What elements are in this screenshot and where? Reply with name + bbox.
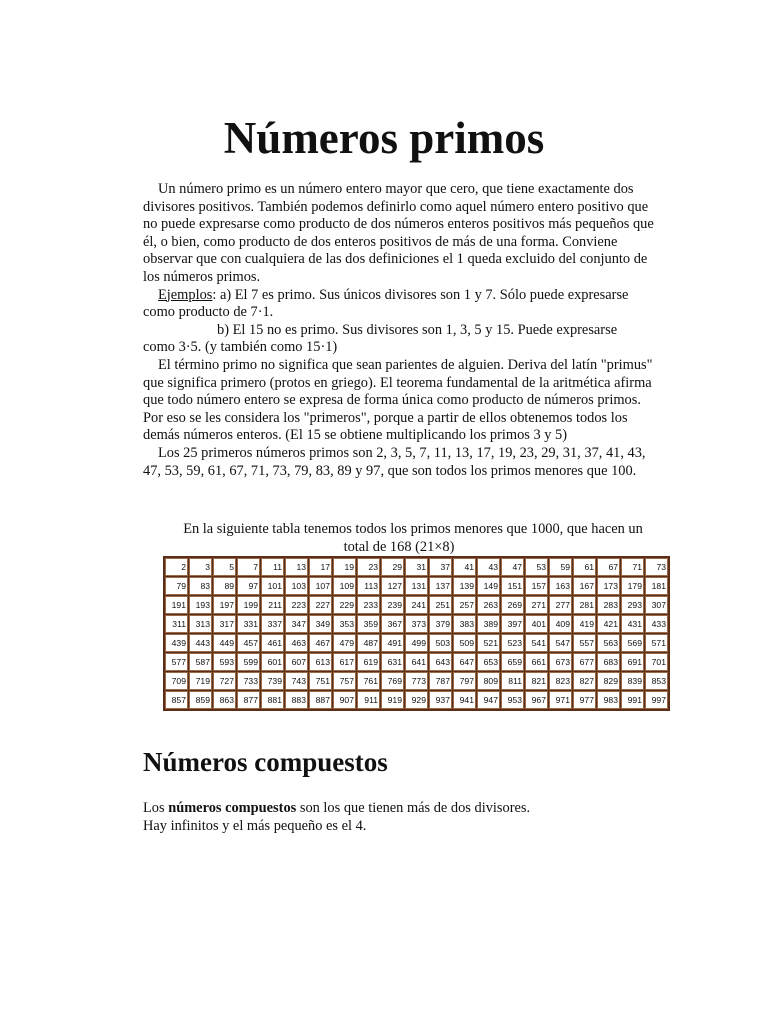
table-cell: 937 xyxy=(429,691,452,709)
table-cell: 443 xyxy=(189,634,212,652)
table-cell: 487 xyxy=(357,634,380,652)
table-cell: 311 xyxy=(165,615,188,633)
table-cell: 229 xyxy=(333,596,356,614)
example-a-paragraph xyxy=(143,287,655,322)
table-cell: 347 xyxy=(285,615,308,633)
table-cell: 997 xyxy=(645,691,668,709)
table-cell: 683 xyxy=(597,653,620,671)
table-cell: 863 xyxy=(213,691,236,709)
table-cell: 397 xyxy=(501,615,524,633)
table-cell: 751 xyxy=(309,672,332,690)
table-cell: 853 xyxy=(645,672,668,690)
table-cell: 601 xyxy=(261,653,284,671)
table-cell: 409 xyxy=(549,615,572,633)
table-cell: 211 xyxy=(261,596,284,614)
table-cell: 349 xyxy=(309,615,332,633)
table-cell: 773 xyxy=(405,672,428,690)
table-caption xyxy=(143,521,655,556)
first-primes-paragraph: Los 25 primeros números primos son 2, 3, 5, 7, 11, 13, 17, 19, 23, 29, 31, 37, 41, 43, 47, 53, 59, 61, 67, 71, 73, 79, 83, 89 y 97, que son todos los primos menores que 100. xyxy=(143,444,646,479)
table-cell: 557 xyxy=(573,634,596,652)
table-cell: 43 xyxy=(477,558,500,576)
table-cell: 859 xyxy=(189,691,212,709)
table-row xyxy=(165,634,668,652)
table-cell: 383 xyxy=(453,615,476,633)
table-cell: 271 xyxy=(525,596,548,614)
table-cell: 331 xyxy=(237,615,260,633)
table-cell: 97 xyxy=(237,577,260,595)
table-cell: 571 xyxy=(645,634,668,652)
table-cell: 829 xyxy=(597,672,620,690)
table-cell: 607 xyxy=(285,653,308,671)
table-cell: 857 xyxy=(165,691,188,709)
table-cell: 787 xyxy=(429,672,452,690)
table-cell: 547 xyxy=(549,634,572,652)
table-row xyxy=(165,596,668,614)
table-cell: 179 xyxy=(621,577,644,595)
example-b-line1: b) El 15 no es primo. Sus divisores son 1, 3, 5 y 15. Puede expresarse xyxy=(217,321,618,338)
examples-label: Ejemplos xyxy=(158,286,213,303)
table-cell: 593 xyxy=(213,653,236,671)
table-cell: 827 xyxy=(573,672,596,690)
table-cell: 821 xyxy=(525,672,548,690)
table-cell: 227 xyxy=(309,596,332,614)
table-cell: 101 xyxy=(261,577,284,595)
table-cell: 11 xyxy=(261,558,284,576)
table-cell: 569 xyxy=(621,634,644,652)
table-cell: 467 xyxy=(309,634,332,652)
table-cell: 137 xyxy=(429,577,452,595)
table-cell: 239 xyxy=(381,596,404,614)
table-cell: 149 xyxy=(477,577,500,595)
table-cell: 811 xyxy=(501,672,524,690)
table-cell: 977 xyxy=(573,691,596,709)
table-cell: 277 xyxy=(549,596,572,614)
compuestos-bold-term: números compuestos xyxy=(168,800,297,816)
table-cell: 647 xyxy=(453,653,476,671)
table-cell: 617 xyxy=(333,653,356,671)
table-cell: 131 xyxy=(405,577,428,595)
table-cell: 563 xyxy=(597,634,620,652)
table-cell: 401 xyxy=(525,615,548,633)
table-cell: 421 xyxy=(597,615,620,633)
table-cell: 47 xyxy=(501,558,524,576)
table-cell: 739 xyxy=(261,672,284,690)
table-cell: 577 xyxy=(165,653,188,671)
table-cell: 337 xyxy=(261,615,284,633)
table-cell: 127 xyxy=(381,577,404,595)
table-cell: 631 xyxy=(381,653,404,671)
table-cell: 13 xyxy=(285,558,308,576)
table-cell: 7 xyxy=(237,558,260,576)
table-cell: 709 xyxy=(165,672,188,690)
table-cell: 599 xyxy=(237,653,260,671)
table-cell: 191 xyxy=(165,596,188,614)
table-cell: 5 xyxy=(213,558,236,576)
table-cell: 991 xyxy=(621,691,644,709)
table-cell: 151 xyxy=(501,577,524,595)
table-cell: 929 xyxy=(405,691,428,709)
table-cell: 839 xyxy=(621,672,644,690)
table-cell: 107 xyxy=(309,577,332,595)
table-cell: 433 xyxy=(645,615,668,633)
table-cell: 157 xyxy=(525,577,548,595)
table-cell: 269 xyxy=(501,596,524,614)
table-cell: 907 xyxy=(333,691,356,709)
table-cell: 281 xyxy=(573,596,596,614)
table-cell: 173 xyxy=(597,577,620,595)
compuestos-line1 xyxy=(143,799,663,817)
table-cell: 313 xyxy=(189,615,212,633)
table-cell: 613 xyxy=(309,653,332,671)
table-cell: 967 xyxy=(525,691,548,709)
table-cell: 523 xyxy=(501,634,524,652)
table-cell: 257 xyxy=(453,596,476,614)
table-caption-line1: En la siguiente tabla tenemos todos los primos menores que 1000, que hacen un xyxy=(183,521,643,537)
table-cell: 521 xyxy=(477,634,500,652)
table-row xyxy=(165,653,668,671)
intro-section xyxy=(143,181,655,480)
table-cell: 83 xyxy=(189,577,212,595)
table-caption-line2: total de 168 (21×8) xyxy=(343,538,455,555)
table-cell: 67 xyxy=(597,558,620,576)
table-row xyxy=(165,691,668,709)
table-cell: 23 xyxy=(357,558,380,576)
table-cell: 317 xyxy=(213,615,236,633)
primes-table-body xyxy=(165,558,668,709)
table-cell: 59 xyxy=(549,558,572,576)
table-cell: 761 xyxy=(357,672,380,690)
table-cell: 103 xyxy=(285,577,308,595)
table-cell: 431 xyxy=(621,615,644,633)
table-cell: 883 xyxy=(285,691,308,709)
table-cell: 359 xyxy=(357,615,380,633)
primes-table xyxy=(163,556,670,711)
table-cell: 823 xyxy=(549,672,572,690)
table-cell: 947 xyxy=(477,691,500,709)
table-cell: 251 xyxy=(429,596,452,614)
table-cell: 233 xyxy=(357,596,380,614)
table-cell: 953 xyxy=(501,691,524,709)
table-cell: 541 xyxy=(525,634,548,652)
table-cell: 3 xyxy=(189,558,212,576)
table-cell: 439 xyxy=(165,634,188,652)
table-cell: 353 xyxy=(333,615,356,633)
table-cell: 499 xyxy=(405,634,428,652)
table-cell: 41 xyxy=(453,558,476,576)
table-cell: 307 xyxy=(645,596,668,614)
table-cell: 167 xyxy=(573,577,596,595)
table-cell: 197 xyxy=(213,596,236,614)
table-cell: 491 xyxy=(381,634,404,652)
table-cell: 941 xyxy=(453,691,476,709)
table-cell: 659 xyxy=(501,653,524,671)
table-cell: 389 xyxy=(477,615,500,633)
etymology-paragraph: El término primo no significa que sean parientes de alguien. Deriva del latín "primus" que significa primero (protos en griego). El teorema fundamental de la aritmética afirma que todo número entero se expresa de forma única como producto de números primos. Por eso se les considera los "primeros", porque a partir de ellos obtenemos todos los demás números enteros. (El 15 se obtiene multiplicando los primos 3 y 5) xyxy=(143,356,653,444)
table-row xyxy=(165,558,668,576)
table-cell: 673 xyxy=(549,653,572,671)
table-cell: 503 xyxy=(429,634,452,652)
table-cell: 17 xyxy=(309,558,332,576)
table-cell: 911 xyxy=(357,691,380,709)
table-cell: 53 xyxy=(525,558,548,576)
table-cell: 29 xyxy=(381,558,404,576)
compuestos-section xyxy=(143,799,663,835)
table-cell: 877 xyxy=(237,691,260,709)
table-cell: 809 xyxy=(477,672,500,690)
table-cell: 31 xyxy=(405,558,428,576)
table-cell: 701 xyxy=(645,653,668,671)
compuestos-prefix: Los xyxy=(143,800,169,816)
definition-paragraph: Un número primo es un número entero mayor que cero, que tiene exactamente dos divisores positivos. También podemos definirlo como aquel número entero positivo que no puede expresarse como producto de dos números enteros positivos más pequeños que él, o bien, como producto de dos enteros positivos de más de una forma. Conviene observar que con cualquiera de las dos definiciones el 1 queda excluido del conjunto de los números primos. xyxy=(143,181,654,285)
table-cell: 887 xyxy=(309,691,332,709)
table-cell: 757 xyxy=(333,672,356,690)
table-cell: 89 xyxy=(213,577,236,595)
table-cell: 881 xyxy=(261,691,284,709)
table-cell: 643 xyxy=(429,653,452,671)
table-cell: 139 xyxy=(453,577,476,595)
table-cell: 293 xyxy=(621,596,644,614)
table-cell: 449 xyxy=(213,634,236,652)
table-cell: 733 xyxy=(237,672,260,690)
table-cell: 479 xyxy=(333,634,356,652)
table-cell: 587 xyxy=(189,653,212,671)
compuestos-suffix: son los que tienen más de dos divisores. xyxy=(296,800,531,816)
table-cell: 241 xyxy=(405,596,428,614)
page-title: Números primos xyxy=(223,113,545,163)
table-cell: 677 xyxy=(573,653,596,671)
example-b-line2: como 3·5. (y también como 15·1) xyxy=(143,339,338,356)
table-cell: 661 xyxy=(525,653,548,671)
example-a-text: : a) El 7 es primo. Sus únicos divisores son 1 y 7. Sólo puede expresarse como producto de 7·1. xyxy=(143,286,629,321)
table-cell: 379 xyxy=(429,615,452,633)
compuestos-line2: Hay infinitos y el más pequeño es el 4. xyxy=(143,818,367,834)
table-cell: 691 xyxy=(621,653,644,671)
table-cell: 373 xyxy=(405,615,428,633)
table-cell: 653 xyxy=(477,653,500,671)
table-cell: 367 xyxy=(381,615,404,633)
table-cell: 199 xyxy=(237,596,260,614)
table-cell: 113 xyxy=(357,577,380,595)
table-cell: 727 xyxy=(213,672,236,690)
table-cell: 19 xyxy=(333,558,356,576)
table-row xyxy=(165,672,668,690)
table-cell: 743 xyxy=(285,672,308,690)
table-cell: 971 xyxy=(549,691,572,709)
table-cell: 71 xyxy=(621,558,644,576)
table-cell: 457 xyxy=(237,634,260,652)
table-cell: 73 xyxy=(645,558,668,576)
table-cell: 463 xyxy=(285,634,308,652)
section-heading-compuestos: Números compuestos xyxy=(143,747,388,777)
table-cell: 223 xyxy=(285,596,308,614)
table-cell: 61 xyxy=(573,558,596,576)
table-cell: 2 xyxy=(165,558,188,576)
table-cell: 719 xyxy=(189,672,212,690)
table-cell: 461 xyxy=(261,634,284,652)
table-cell: 163 xyxy=(549,577,572,595)
table-cell: 797 xyxy=(453,672,476,690)
table-cell: 419 xyxy=(573,615,596,633)
table-cell: 37 xyxy=(429,558,452,576)
table-cell: 181 xyxy=(645,577,668,595)
table-cell: 283 xyxy=(597,596,620,614)
table-cell: 509 xyxy=(453,634,476,652)
table-cell: 919 xyxy=(381,691,404,709)
table-cell: 769 xyxy=(381,672,404,690)
table-row xyxy=(165,615,668,633)
table-cell: 193 xyxy=(189,596,212,614)
table-cell: 641 xyxy=(405,653,428,671)
table-cell: 109 xyxy=(333,577,356,595)
table-cell: 263 xyxy=(477,596,500,614)
table-cell: 79 xyxy=(165,577,188,595)
table-cell: 983 xyxy=(597,691,620,709)
table-cell: 619 xyxy=(357,653,380,671)
table-row xyxy=(165,577,668,595)
